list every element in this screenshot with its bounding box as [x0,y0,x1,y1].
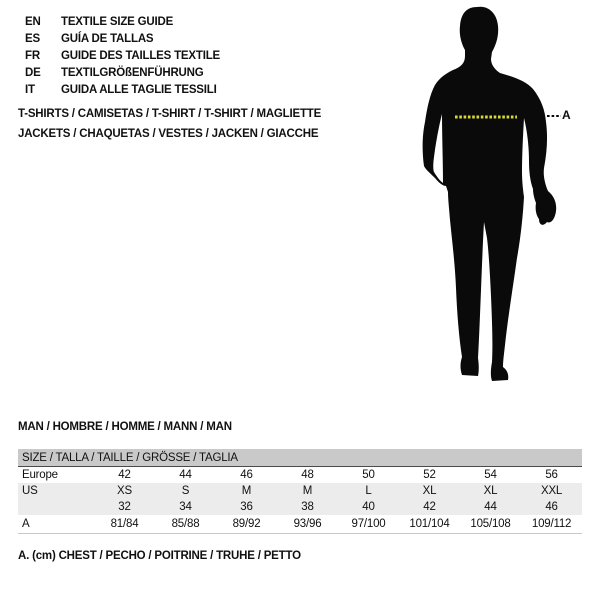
cell: S [155,483,216,499]
language-label: GUIDA ALLE TAGLIE TESSILI [61,84,217,96]
row-label: A [18,515,94,534]
language-code: ES [25,33,40,45]
language-row [25,82,220,99]
cell: 89/92 [216,515,277,534]
man-silhouette-figure [395,0,600,400]
language-code: IT [25,84,35,96]
table-row-chest-a [18,515,582,534]
cell: 40 [338,499,399,515]
cell: 42 [399,499,460,515]
cell: 50 [362,469,375,481]
size-table-header: SIZE / TALLA / TAILLE / GRÖSSE / TAGLIA [18,449,582,467]
cell: 44 [179,469,192,481]
cell: 105/108 [460,515,521,534]
cell: 46 [240,469,253,481]
row-label: US [18,483,94,499]
footnote-chest: A. (cm) CHEST / PECHO / POITRINE / TRUHE / PETTO [18,550,301,562]
cell: XL [460,483,521,499]
size-table-header-row [18,449,582,467]
cell: XS [94,483,155,499]
language-row [25,65,220,82]
language-row [25,48,220,65]
cell: 52 [423,469,436,481]
table-row-us [18,483,582,499]
language-code: EN [25,16,41,28]
cell: 81/84 [94,515,155,534]
row-label: Europe [22,469,58,481]
cell: 32 [94,499,155,515]
category-line-jackets: JACKETS / CHAQUETAS / VESTES / JACKEN / GIACCHE [18,128,319,140]
category-line-tshirts: T-SHIRTS / CAMISETAS / T-SHIRT / T-SHIRT / MAGLIETTE [18,108,322,120]
language-label: TEXTILGRÖßENFÜHRUNG [61,67,204,79]
measure-label-a: A [562,108,571,122]
cell: 54 [484,469,497,481]
man-silhouette-icon [395,0,600,400]
cell: M [277,483,338,499]
row-label [18,499,94,515]
cell: XL [399,483,460,499]
language-code: DE [25,67,41,79]
language-code: FR [25,50,40,62]
size-table [18,449,582,534]
cell: 44 [460,499,521,515]
language-row [25,14,220,31]
table-row-europe [18,467,582,484]
cell: 34 [155,499,216,515]
table-row-us-numeric [18,499,582,515]
cell: XXL [521,483,582,499]
cell: 93/96 [277,515,338,534]
cell: 38 [277,499,338,515]
cell: 101/104 [399,515,460,534]
cell: 46 [521,499,582,515]
cell: 48 [301,469,314,481]
language-label: TEXTILE SIZE GUIDE [61,16,174,28]
cell: 85/88 [155,515,216,534]
language-label: GUÍA DE TALLAS [61,33,154,45]
cell: 97/100 [338,515,399,534]
language-list [25,14,220,99]
language-row [25,31,220,48]
cell: 109/112 [521,515,582,534]
cell: M [216,483,277,499]
cell: L [338,483,399,499]
section-title-man: MAN / HOMBRE / HOMME / MANN / MAN [18,421,232,433]
cell: 42 [118,469,131,481]
language-label: GUIDE DES TAILLES TEXTILE [61,50,220,62]
cell: 36 [216,499,277,515]
cell: 56 [545,469,558,481]
